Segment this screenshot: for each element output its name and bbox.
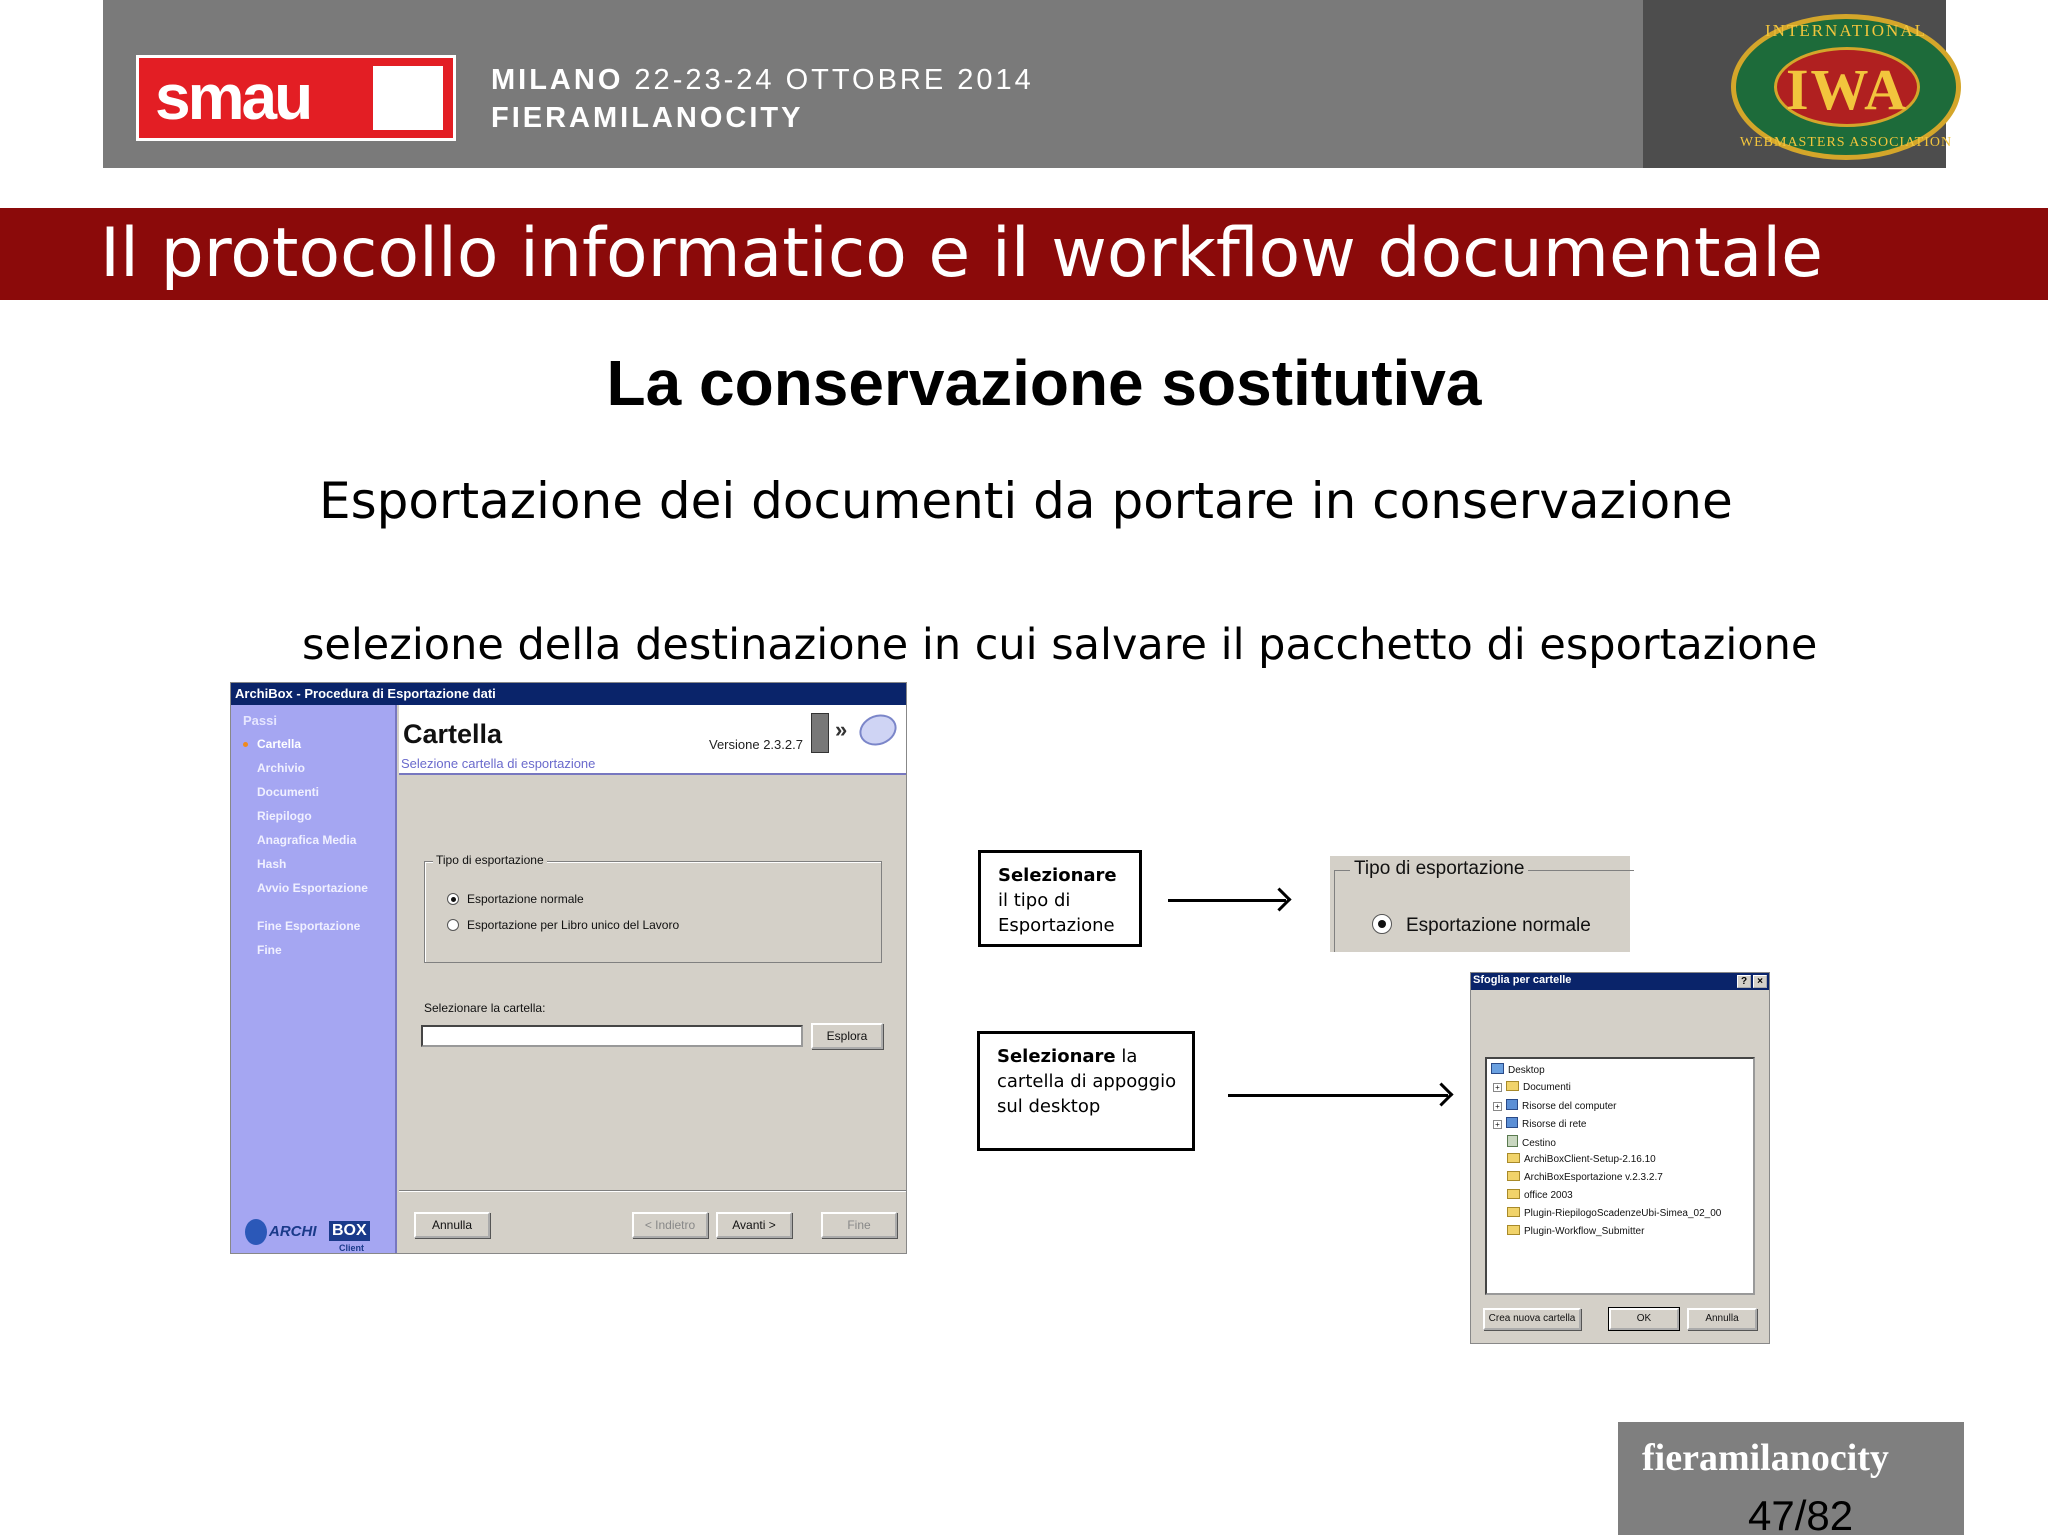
event-venue: FIERAMILANOCITY	[491, 102, 804, 134]
archibox-logo-text-b: BOX	[329, 1221, 370, 1241]
tree-item-plugin-workflow[interactable]	[1507, 1225, 1644, 1237]
export-type-group	[424, 853, 882, 963]
callout-1-bold: Selezionare	[998, 865, 1117, 886]
callout-2-line2: cartella di appoggio	[997, 1071, 1177, 1092]
tree-item-risorse-computer[interactable]	[1493, 1099, 1616, 1112]
iwa-logo-letters: IWA	[1785, 57, 1909, 122]
wizard-version: Versione 2.3.2.7	[709, 737, 803, 752]
partner-logo-area	[1643, 0, 1953, 168]
folder-path-input[interactable]	[421, 1025, 803, 1047]
step-archivio[interactable]: Archivio	[257, 761, 306, 775]
step-documenti[interactable]: Documenti	[257, 785, 320, 799]
radio-selected-icon[interactable]	[447, 893, 459, 905]
export-type-zoom-radio[interactable]	[1372, 914, 1591, 937]
footer-badge	[1618, 1422, 1964, 1535]
folder-icon	[1507, 1207, 1520, 1217]
cd-disc-icon	[855, 709, 901, 750]
arrow-to-export-type-icon	[1168, 899, 1286, 902]
browse-dialog-titlebar: Sfoglia per cartelle	[1471, 973, 1769, 990]
callout-select-export-type	[978, 850, 1142, 947]
explore-button[interactable]: Esplora	[811, 1023, 883, 1049]
iwa-logo-top-text: INTERNATIONAL	[1765, 21, 1927, 40]
tree-item-plugin-riepilogo[interactable]	[1507, 1207, 1721, 1219]
browse-folder-dialog	[1470, 972, 1770, 1344]
desktop-icon	[1491, 1063, 1504, 1074]
radio-unselected-icon[interactable]	[447, 919, 459, 931]
tree-item-label: Plugin-Workflow_Submitter	[1524, 1226, 1645, 1237]
export-type-zoom-group	[1334, 870, 1634, 952]
callout-2-suffix: la	[1115, 1046, 1138, 1067]
folder-icon	[1507, 1153, 1520, 1163]
finish-button[interactable]: Fine	[821, 1212, 897, 1238]
archibox-logo-text-c: Client	[339, 1243, 365, 1253]
wizard-footer-separator	[399, 1190, 906, 1192]
tree-item-archibox-esportazione[interactable]	[1507, 1171, 1663, 1183]
radio-export-libro-unico[interactable]	[447, 918, 679, 932]
slide-title: Il protocollo informatico e il workflow documentale	[100, 214, 1823, 293]
event-dates: 22-23-24 OTTOBRE 2014	[623, 64, 1034, 96]
export-wizard-window	[230, 682, 907, 1254]
archibox-logo-text-a: ARCHI	[269, 1223, 317, 1240]
tree-item-desktop[interactable]	[1491, 1063, 1545, 1076]
help-icon[interactable]: ?	[1737, 975, 1751, 988]
export-type-zoom	[1330, 856, 1630, 952]
recycle-bin-icon	[1507, 1135, 1518, 1147]
tree-item-label: office 2003	[1524, 1190, 1573, 1201]
wizard-steps-sidebar	[231, 705, 397, 1253]
event-banner	[103, 0, 1953, 168]
folder-icon	[1507, 1225, 1520, 1235]
active-step-bullet-icon	[243, 742, 248, 747]
close-icon[interactable]: ×	[1753, 975, 1767, 988]
new-folder-button[interactable]: Crea nuova cartella	[1483, 1308, 1581, 1330]
footer-brand: fieramilanocity	[1642, 1437, 1889, 1479]
expand-icon[interactable]: +	[1493, 1083, 1502, 1092]
iwa-logo	[1731, 14, 1961, 160]
callout-2-bold: Selezionare	[997, 1046, 1116, 1067]
tree-item-label: ArchiBoxEsportazione v.2.3.2.7	[1524, 1172, 1663, 1183]
folder-tree	[1485, 1057, 1755, 1295]
callout-select-folder	[977, 1031, 1195, 1151]
expand-icon[interactable]: +	[1493, 1120, 1502, 1129]
computer-icon	[1506, 1099, 1518, 1110]
tree-item-risorse-rete[interactable]	[1493, 1117, 1586, 1130]
wizard-page-title: Cartella	[403, 719, 503, 749]
step-fine[interactable]: Fine	[257, 943, 282, 957]
cancel-button[interactable]: Annulla	[414, 1212, 490, 1238]
next-button[interactable]: Avanti >	[716, 1212, 792, 1238]
event-city: MILANO	[491, 64, 624, 96]
iwa-logo-center	[1774, 47, 1920, 127]
radio-export-libro-unico-label: Esportazione per Libro unico del Lavoro	[467, 918, 680, 932]
export-type-legend: Tipo di esportazione	[433, 853, 547, 867]
archibox-logo	[243, 1217, 391, 1251]
radio-export-normal[interactable]	[447, 892, 584, 906]
tree-item-office-2003[interactable]	[1507, 1189, 1573, 1201]
expand-icon[interactable]: +	[1493, 1102, 1502, 1111]
iwa-logo-bottom-text: WEBMASTERS ASSOCIATION	[1739, 135, 1953, 150]
ok-button[interactable]: OK	[1609, 1308, 1679, 1330]
event-date-line	[491, 64, 1034, 97]
tree-item-label: Risorse di rete	[1522, 1119, 1587, 1130]
callout-2-line3: sul desktop	[997, 1096, 1101, 1117]
smau-logo-square	[373, 66, 443, 130]
radio-selected-icon[interactable]	[1372, 914, 1392, 934]
callout-1-line1	[998, 863, 1139, 888]
tree-item-label: Plugin-RiepilogoScadenzeUbi-Simea_02_00	[1524, 1208, 1722, 1219]
callout-2-line1	[997, 1044, 1192, 1069]
double-chevron-icon: »	[835, 717, 848, 742]
tree-item-label: Desktop	[1508, 1065, 1545, 1076]
folder-icon	[1506, 1081, 1519, 1091]
step-fine-esportazione[interactable]: Fine Esportazione	[257, 919, 361, 933]
tree-item-archibox-setup[interactable]	[1507, 1153, 1656, 1165]
back-button[interactable]: < Indietro	[632, 1212, 708, 1238]
steps-header: Passi	[243, 713, 277, 728]
smau-logo-text: smau	[155, 61, 311, 133]
smau-logo	[136, 55, 456, 141]
slide-heading: La conservazione sostitutiva	[606, 347, 1482, 419]
step-anagrafica-media[interactable]: Anagrafica Media	[257, 833, 357, 847]
step-hash[interactable]: Hash	[257, 857, 287, 871]
dialog-cancel-button[interactable]: Annulla	[1687, 1308, 1757, 1330]
server-icon	[811, 713, 829, 753]
tree-item-label: Cestino	[1522, 1138, 1556, 1149]
callout-1-line2: il tipo di	[998, 890, 1071, 911]
wizard-titlebar: ArchiBox - Procedura di Esportazione dati	[231, 683, 906, 705]
slide-subtitle: Esportazione dei documenti da portare in conservazione	[319, 472, 1733, 530]
slide-instruction: selezione della destinazione in cui salvare il pacchetto di esportazione	[302, 620, 1818, 670]
tree-item-label: Documenti	[1523, 1082, 1571, 1093]
folder-icon	[1507, 1189, 1520, 1199]
wizard-page-subtitle: Selezione cartella di esportazione	[401, 756, 596, 771]
step-riepilogo[interactable]: Riepilogo	[257, 809, 312, 823]
tree-item-cestino[interactable]	[1507, 1135, 1556, 1149]
tree-item-documenti[interactable]	[1493, 1081, 1571, 1093]
tree-item-label: ArchiBoxClient-Setup-2.16.10	[1524, 1154, 1656, 1165]
network-icon	[1506, 1117, 1518, 1128]
slide-title-bar	[0, 208, 2048, 300]
arrow-to-browse-dialog-icon	[1228, 1094, 1448, 1097]
export-type-zoom-label: Esportazione normale	[1406, 915, 1591, 936]
export-type-zoom-legend: Tipo di esportazione	[1350, 858, 1528, 880]
step-cartella[interactable]: Cartella	[257, 737, 302, 751]
page-number: 47/82	[1748, 1492, 1854, 1535]
archibox-logo-mark-icon	[245, 1219, 267, 1245]
step-avvio-esportazione[interactable]: Avvio Esportazione	[257, 881, 368, 895]
callout-1-line3: Esportazione	[998, 915, 1115, 936]
folder-field-label: Selezionare la cartella:	[424, 1001, 546, 1015]
radio-export-normal-label: Esportazione normale	[467, 892, 584, 906]
folder-icon	[1507, 1171, 1520, 1181]
tree-item-label: Risorse del computer	[1522, 1101, 1617, 1112]
wizard-page-header	[399, 705, 906, 775]
